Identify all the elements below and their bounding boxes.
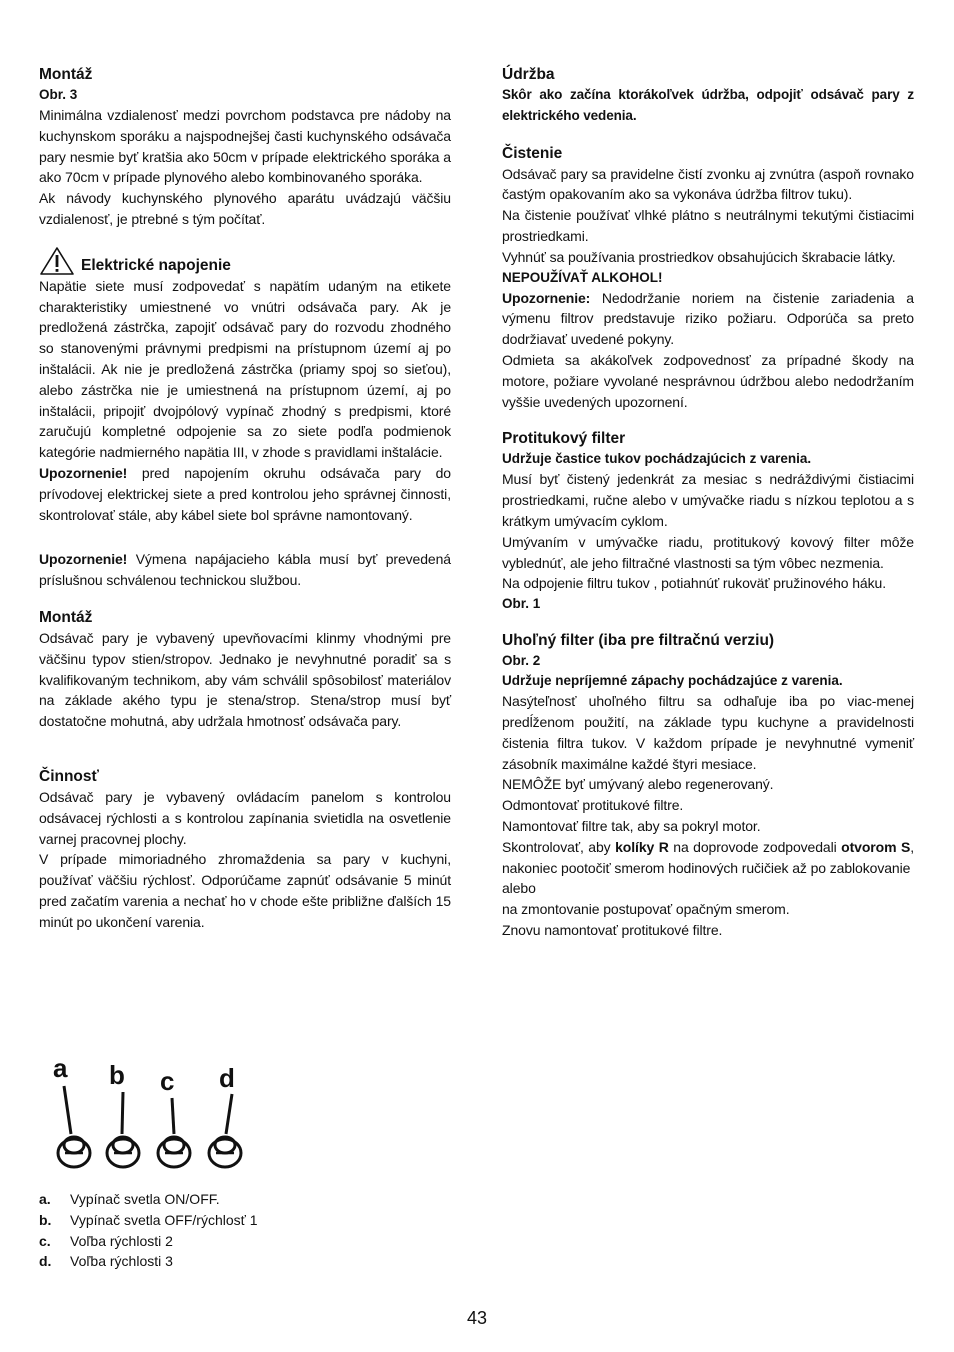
paragraph: Skontrolovať, aby kolíky R na doprovode zodpovedali otvorom S, nakoniec pootočiť smerom hodinových ručičiek až po zablokovanie: [502, 838, 915, 876]
knob-a: [58, 1086, 90, 1167]
warning-paragraph: Upozornenie! pred napojením okruhu odsávača pary do prívodovej elektrickej siete a pred kontrolou jeho správnej činnosti, skontrolovať stále, aby kábel siete bol správne namontovaný.: [39, 464, 451, 523]
figure-ref: Obr. 1: [502, 596, 541, 612]
warning-paragraph: Upozornenie: Nedodržanie noriem na čistenie zariadenia a výmenu filtrov predstavuje riziko požiaru. Odporúča sa preto dodržiavať uvedené pokyny.: [502, 289, 914, 348]
figure-ref: Obr. 2: [502, 653, 541, 669]
knob-c: [158, 1098, 190, 1167]
knob-label-a: a: [53, 1053, 68, 1083]
paragraph: Umývaním v umývačke riadu, protitukový kovový filter môže vyblednúť, ale jeho filtračné vlastnosti sa tým vôbec nezmenia.: [502, 533, 914, 571]
heading-cinnost: Činnosť: [39, 767, 99, 785]
warning-triangle-icon: [39, 246, 75, 276]
paragraph: Namontovať filtre tak, aby sa pokryl motor.: [502, 817, 761, 834]
paragraph: Odsávač pary sa pravidelne čistí zvonku aj zvnútra (aspoň rovnako častým opakovaním ako sa vykonáva údržba filtrov tuku).: [502, 165, 914, 203]
paragraph: alebo: [502, 880, 536, 897]
heading-elektricke-napojenie: [39, 246, 451, 276]
knob-d: [209, 1094, 241, 1167]
knob-legend: [39, 1189, 339, 1272]
figure-ref: Obr. 3: [39, 87, 78, 102]
paragraph: na zmontovanie postupovať opačným smerom.: [502, 901, 790, 918]
paragraph: Minimálna vzdialenosť medzi povrchom podstavca pre nádoby na kuchynskom sporáku a najspodnejšej časti kuchynského odsávača pary nesmie byť kratšia ako 50cm v prípade elektrického sporáka a ako 70cm v prípade plynového alebo kombinovaného sporáka.: [39, 107, 451, 186]
paragraph: V prípade mimoriadného zhromaždenia sa pary v kuchyni, používať väčšiu rýchlosť. Odporúčame zapnúť odsávanie 5 minút pred začatím varenia a nechať ho v chode ešte približne ďalších 15 minút po ukončení varenia.: [39, 851, 451, 930]
paragraph: Nasýteľnosť uhoľného filtru sa odhaľuje iba po viac-menej predĺženom použití, na základe typu kuchyne a pravidelnosti čistenia filtra tukov. V každom prípade je nevyhnutné vymeniť zásobník maximálne každé štyri mesiace.: [502, 693, 914, 772]
warning-label: Upozornenie!: [39, 464, 128, 481]
knob-label-d: d: [219, 1063, 235, 1093]
page-number: 43: [466, 1308, 488, 1328]
legend-item: a. Vypínač svetla ON/OFF.: [39, 1191, 220, 1207]
paragraph: Odsávač pary je vybavený upevňovacími klinmy vhodnými pre väčšinu typov stien/stropov. Jednako je nevyhnutné poradiť sa s kvalifikovaným technikom, aby vám schválil spôsobilosť materiálov na základe akého typu je stena/strop. Stena/strop musí byť dostatočne mohutná, aby udržala hmotnosť odsávača pary.: [39, 629, 451, 730]
legend-item: c. Voľba rýchlosti 2: [39, 1232, 173, 1249]
paragraph: Na čistenie používať vlhké plátno s neutrálnymi tekutými čistiacimi prostriedkami.: [502, 207, 914, 244]
knob-label-b: b: [109, 1060, 125, 1090]
right-column: [502, 64, 914, 941]
subheading: Udržuje častice tukov pochádzajúcich z varenia.: [502, 451, 812, 467]
paragraph: Odmieta sa akákoľvek zodpovednosť za prípadné škody na motore, požiare vyvolané nesprávnou údržbou alebo nedodržaním vyššie uvedených upozornení.: [502, 351, 914, 410]
paragraph: Napätie siete musí zodpovedať s napätím udaným na etikete charakteristiky umiestnené vo vnútri odsávača pary. Ak je predložená zástrčka, zapojiť odsávač pary do rozvodu zhodného so stanovenými právnymi predpismi na prístupnom území aj po inštalácii. Ak nie je predložená zástrčka (priamy spoj so sieťou), alebo zástrčka nie je umiestnená na prístupnom území, aj po inštalácii, pripojiť dvojpólový vypínač zhodný s predpismi, ktoré zaručujú kompletné odpojenie sa zo siete podľa podmienok kategórie nadmierného napätia III, v zhode s pravidlami inštalácie.: [39, 277, 451, 461]
paragraph-bold: Skôr ako začína ktorákoľvek údržba, odpojiť odsávač pary z elektrického vedenia.: [502, 87, 914, 123]
warning-paragraph: Upozornenie! Výmena napájacieho kábla musí byť prevedená príslušnou schválenou technickou službou.: [39, 551, 451, 589]
knob-b: [107, 1092, 139, 1167]
paragraph: Odsávač pary je vybavený ovládacím panelom s kontrolou odsávacej rýchlosti a s kontrolou zapínania svietidla na osvetlenie varnej pracovnej plochy.: [39, 788, 451, 847]
heading-montaz-2: Montáž: [39, 608, 93, 626]
legend-item: d. Voľba rýchlosti 3: [39, 1253, 173, 1270]
paragraph: Vyhnúť sa používania prostriedkov obsahujúcich škrabacie látky.: [502, 248, 896, 265]
heading-montaz: Montáž: [39, 66, 93, 83]
paragraph: Odmontovať protitukové filtre.: [502, 797, 684, 814]
left-column: [39, 64, 451, 933]
warning-label: Upozornenie!: [39, 551, 128, 568]
legend-item: b. Vypínač svetla OFF/rýchlosť 1: [39, 1211, 258, 1228]
heading-udrzba: Údržba: [502, 66, 555, 83]
paragraph: Znovu namontovať protitukové filtre.: [502, 921, 723, 938]
paragraph: Na odpojenie filtru tukov , potiahnúť rukoväť pružinového háku.: [502, 575, 886, 592]
no-alcohol-warning: NEPOUŽÍVAŤ ALKOHOL!: [502, 269, 663, 285]
paragraph: NEMÔŽE byť umývaný alebo regenerovaný.: [502, 776, 774, 793]
heading-uholny-filter: Uhoľný filter (iba pre filtračnú verziu): [502, 632, 775, 650]
warning-label: Upozornenie:: [502, 289, 591, 306]
heading-protitukovy-filter: Protitukový filter: [502, 430, 626, 448]
subheading: Udržuje nepríjemné zápachy pochádzajúce z varenia.: [502, 673, 843, 689]
paragraph: Musí byť čistený jedenkrát za mesiac s nedráždivými čistiacimi prostriedkami, ručne alebo v umývačke riadu s nízkou teplotou a s krátkym umývacím cyklom.: [502, 471, 914, 529]
control-knobs-illustration: [46, 1052, 256, 1182]
paragraph: Ak návody kuchynského plynového aparátu uvádzajú väčšiu vzdialenosť, je ptrebné s tým počítať.: [39, 190, 451, 227]
heading-cistenie: Čistenie: [502, 144, 563, 162]
heading-text: Elektrické napojenie: [81, 256, 231, 274]
knob-label-c: c: [160, 1066, 175, 1096]
